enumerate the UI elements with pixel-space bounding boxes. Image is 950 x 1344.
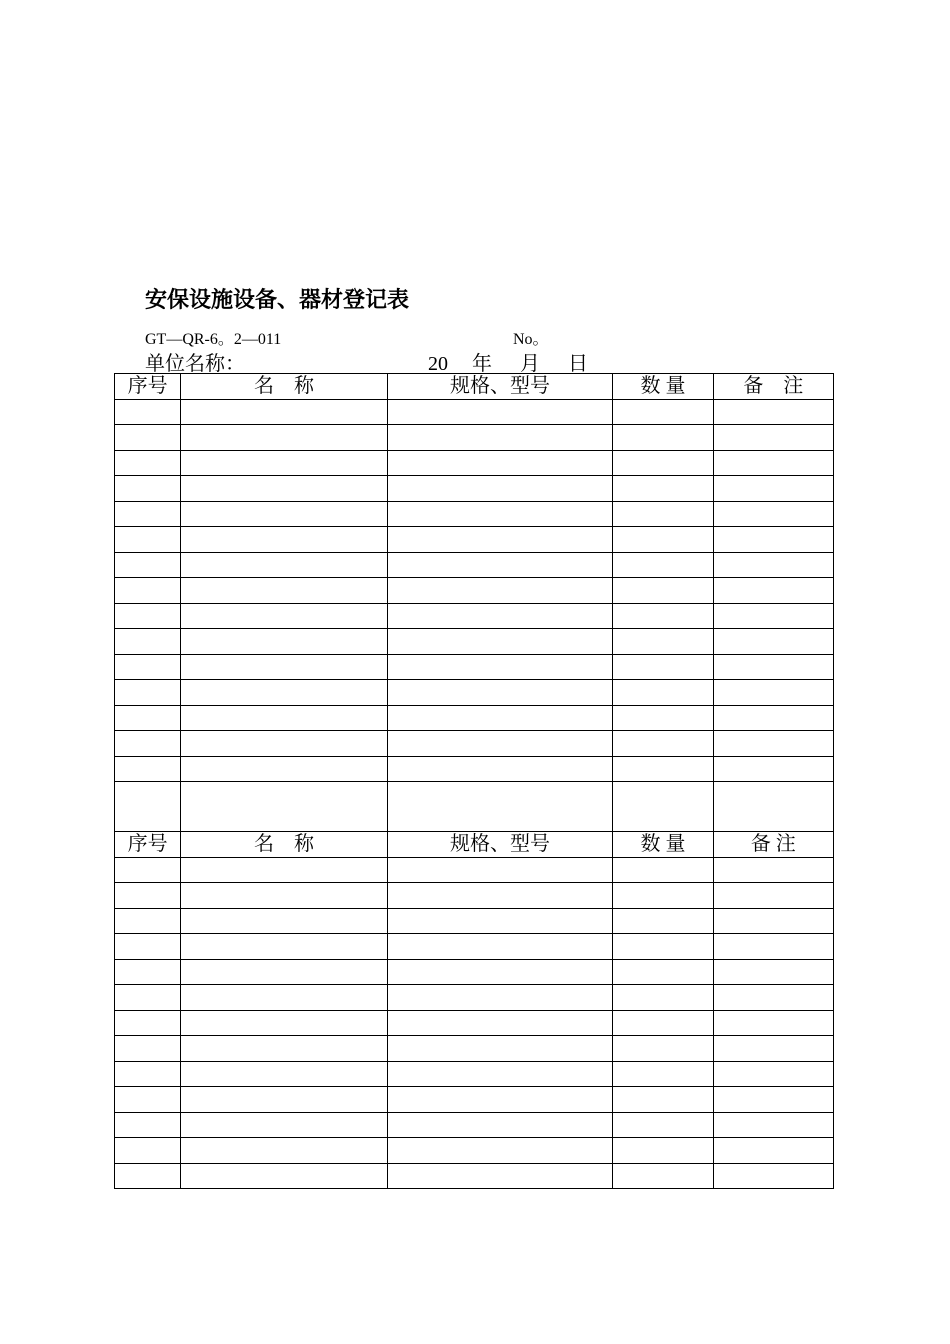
- table-row: [115, 450, 834, 476]
- cell-remarks[interactable]: [713, 629, 833, 655]
- cell-name[interactable]: [181, 1036, 388, 1062]
- cell-name[interactable]: [181, 501, 388, 527]
- table-row: [115, 399, 834, 425]
- cell-serial-number[interactable]: [115, 731, 181, 757]
- cell-name[interactable]: [181, 680, 388, 706]
- cell-name[interactable]: [181, 1061, 388, 1087]
- cell-serial-number[interactable]: [115, 1036, 181, 1062]
- cell-remarks[interactable]: [713, 1138, 833, 1164]
- date-day-label: 日: [568, 353, 588, 375]
- cell-remarks[interactable]: [713, 680, 833, 706]
- cell-spec-model[interactable]: [387, 756, 613, 782]
- date-year-label: 年: [472, 353, 492, 375]
- cell-serial-number[interactable]: [115, 527, 181, 553]
- table-row: [115, 857, 834, 883]
- header-name: 名 称: [181, 832, 388, 858]
- cell-quantity[interactable]: [613, 1061, 713, 1087]
- header-row-repeat: [115, 832, 834, 858]
- cell-spec-model[interactable]: [387, 578, 613, 604]
- cell-quantity[interactable]: [613, 578, 713, 604]
- cell-spec-model[interactable]: [387, 629, 613, 655]
- cell-name[interactable]: [181, 603, 388, 629]
- cell-spec-model[interactable]: [387, 450, 613, 476]
- cell-quantity[interactable]: [613, 1138, 713, 1164]
- cell-quantity[interactable]: [613, 450, 713, 476]
- table-row: [115, 731, 834, 757]
- cell-quantity[interactable]: [613, 1010, 713, 1036]
- cell-serial-number[interactable]: [115, 501, 181, 527]
- cell-serial-number[interactable]: [115, 578, 181, 604]
- table-row: [115, 1061, 834, 1087]
- table-row: [115, 908, 834, 934]
- header-serial-number: 序号: [115, 832, 181, 858]
- cell-remarks[interactable]: [713, 552, 833, 578]
- cell-spec-model[interactable]: [387, 501, 613, 527]
- cell-quantity[interactable]: [613, 756, 713, 782]
- cell-remarks[interactable]: [713, 450, 833, 476]
- cell-name[interactable]: [181, 731, 388, 757]
- cell-quantity[interactable]: [613, 680, 713, 706]
- cell-quantity[interactable]: [613, 654, 713, 680]
- cell-name[interactable]: [181, 705, 388, 731]
- table-row: [115, 782, 834, 832]
- table-row: [115, 1087, 834, 1113]
- cell-spec-model[interactable]: [387, 654, 613, 680]
- cell-name[interactable]: [181, 476, 388, 502]
- table-row: [115, 501, 834, 527]
- cell-spec-model[interactable]: [387, 1061, 613, 1087]
- table-row: [115, 578, 834, 604]
- cell-spec-model[interactable]: [387, 527, 613, 553]
- cell-quantity[interactable]: [613, 1163, 713, 1189]
- cell-quantity[interactable]: [613, 731, 713, 757]
- cell-spec-model[interactable]: [387, 603, 613, 629]
- cell-remarks[interactable]: [713, 425, 833, 451]
- cell-quantity[interactable]: [613, 1036, 713, 1062]
- cell-quantity[interactable]: [613, 629, 713, 655]
- cell-name[interactable]: [181, 1010, 388, 1036]
- cell-serial-number[interactable]: [115, 1010, 181, 1036]
- date-month-label: 月: [520, 353, 540, 375]
- cell-remarks[interactable]: [713, 1112, 833, 1138]
- cell-remarks[interactable]: [713, 1036, 833, 1062]
- table-row: [115, 705, 834, 731]
- cell-remarks[interactable]: [713, 756, 833, 782]
- cell-spec-model[interactable]: [387, 908, 613, 934]
- header-spec-model: 规格、型号: [387, 832, 613, 858]
- cell-quantity[interactable]: [613, 985, 713, 1011]
- table-row: [115, 654, 834, 680]
- cell-name[interactable]: [181, 1112, 388, 1138]
- cell-spec-model[interactable]: [387, 1010, 613, 1036]
- cell-spec-model[interactable]: [387, 552, 613, 578]
- cell-spec-model[interactable]: [387, 399, 613, 425]
- table-row: [115, 476, 834, 502]
- cell-quantity[interactable]: [613, 705, 713, 731]
- cell-serial-number[interactable]: [115, 680, 181, 706]
- cell-remarks[interactable]: [713, 476, 833, 502]
- cell-remarks[interactable]: [713, 1087, 833, 1113]
- cell-remarks[interactable]: [713, 731, 833, 757]
- cell-spec-model[interactable]: [387, 959, 613, 985]
- cell-spec-model[interactable]: [387, 934, 613, 960]
- cell-spec-model[interactable]: [387, 883, 613, 909]
- cell-serial-number[interactable]: [115, 552, 181, 578]
- header-quantity: 数 量: [613, 374, 713, 400]
- cell-remarks[interactable]: [713, 603, 833, 629]
- cell-name[interactable]: [181, 450, 388, 476]
- cell-name[interactable]: [181, 425, 388, 451]
- header-serial-number: 序号: [115, 374, 181, 400]
- table-row: [115, 527, 834, 553]
- table-row: [115, 1138, 834, 1164]
- header-remarks: 备 注: [713, 832, 833, 858]
- cell-remarks[interactable]: [713, 934, 833, 960]
- table-row: [115, 603, 834, 629]
- cell-remarks[interactable]: [713, 1010, 833, 1036]
- cell-serial-number[interactable]: [115, 705, 181, 731]
- cell-quantity[interactable]: [613, 908, 713, 934]
- cell-spec-model[interactable]: [387, 1112, 613, 1138]
- cell-serial-number[interactable]: [115, 476, 181, 502]
- cell-name[interactable]: [181, 985, 388, 1011]
- cell-serial-number[interactable]: [115, 399, 181, 425]
- cell-quantity[interactable]: [613, 1112, 713, 1138]
- cell-remarks[interactable]: [713, 908, 833, 934]
- cell-serial-number[interactable]: [115, 1138, 181, 1164]
- cell-serial-number[interactable]: [115, 629, 181, 655]
- date-year-prefix: 20: [428, 353, 448, 375]
- cell-quantity[interactable]: [613, 527, 713, 553]
- table-row: [115, 756, 834, 782]
- cell-serial-number[interactable]: [115, 756, 181, 782]
- table-row: [115, 1010, 834, 1036]
- cell-spec-model[interactable]: [387, 476, 613, 502]
- cell-quantity[interactable]: [613, 399, 713, 425]
- cell-remarks[interactable]: [713, 654, 833, 680]
- table-row: [115, 959, 834, 985]
- table-row: [115, 1036, 834, 1062]
- cell-serial-number[interactable]: [115, 1163, 181, 1189]
- cell-name[interactable]: [181, 629, 388, 655]
- cell-remarks[interactable]: [713, 883, 833, 909]
- table-row: [115, 934, 834, 960]
- cell-spec-model[interactable]: [387, 731, 613, 757]
- cell-spec-model[interactable]: [387, 680, 613, 706]
- cell-serial-number[interactable]: [115, 782, 181, 832]
- cell-remarks[interactable]: [713, 399, 833, 425]
- cell-quantity[interactable]: [613, 552, 713, 578]
- cell-remarks[interactable]: [713, 1061, 833, 1087]
- table-row: [115, 1163, 834, 1189]
- cell-spec-model[interactable]: [387, 782, 613, 832]
- cell-remarks[interactable]: [713, 782, 833, 832]
- cell-serial-number[interactable]: [115, 959, 181, 985]
- cell-name[interactable]: [181, 399, 388, 425]
- unit-name-label: 单位名称：: [145, 353, 245, 375]
- equipment-register-table: [114, 373, 834, 1189]
- table-row: [115, 680, 834, 706]
- cell-serial-number[interactable]: [115, 425, 181, 451]
- cell-name[interactable]: [181, 782, 388, 832]
- cell-spec-model[interactable]: [387, 1163, 613, 1189]
- cell-remarks[interactable]: [713, 959, 833, 985]
- cell-name[interactable]: [181, 527, 388, 553]
- header-remarks: 备 注: [713, 374, 833, 400]
- cell-spec-model[interactable]: [387, 705, 613, 731]
- cell-spec-model[interactable]: [387, 1087, 613, 1113]
- cell-quantity[interactable]: [613, 934, 713, 960]
- cell-name[interactable]: [181, 1087, 388, 1113]
- header-row: [115, 374, 834, 400]
- cell-quantity[interactable]: [613, 476, 713, 502]
- cell-serial-number[interactable]: [115, 1112, 181, 1138]
- cell-spec-model[interactable]: [387, 1036, 613, 1062]
- cell-quantity[interactable]: [613, 857, 713, 883]
- cell-quantity[interactable]: [613, 883, 713, 909]
- cell-remarks[interactable]: [713, 705, 833, 731]
- cell-name[interactable]: [181, 552, 388, 578]
- cell-quantity[interactable]: [613, 782, 713, 832]
- header-name: 名 称: [181, 374, 388, 400]
- cell-serial-number[interactable]: [115, 450, 181, 476]
- cell-serial-number[interactable]: [115, 985, 181, 1011]
- table-row: [115, 425, 834, 451]
- cell-name[interactable]: [181, 1163, 388, 1189]
- form-title: 安保设施设备、器材登记表: [145, 288, 410, 313]
- cell-remarks[interactable]: [713, 857, 833, 883]
- cell-quantity[interactable]: [613, 603, 713, 629]
- cell-spec-model[interactable]: [387, 425, 613, 451]
- form-number-label: No。: [513, 331, 549, 348]
- table-row: [115, 552, 834, 578]
- cell-name[interactable]: [181, 908, 388, 934]
- table-row: [115, 883, 834, 909]
- cell-serial-number[interactable]: [115, 934, 181, 960]
- cell-serial-number[interactable]: [115, 857, 181, 883]
- cell-serial-number[interactable]: [115, 654, 181, 680]
- cell-quantity[interactable]: [613, 959, 713, 985]
- cell-name[interactable]: [181, 934, 388, 960]
- cell-quantity[interactable]: [613, 425, 713, 451]
- cell-remarks[interactable]: [713, 578, 833, 604]
- header-quantity: 数 量: [613, 832, 713, 858]
- cell-quantity[interactable]: [613, 1087, 713, 1113]
- cell-name[interactable]: [181, 654, 388, 680]
- table-row: [115, 629, 834, 655]
- table-row: [115, 985, 834, 1011]
- form-code: GT—QR-6。2—011: [145, 331, 282, 348]
- cell-serial-number[interactable]: [115, 883, 181, 909]
- cell-remarks[interactable]: [713, 527, 833, 553]
- cell-serial-number[interactable]: [115, 1061, 181, 1087]
- cell-name[interactable]: [181, 959, 388, 985]
- cell-serial-number[interactable]: [115, 908, 181, 934]
- cell-name[interactable]: [181, 578, 388, 604]
- cell-spec-model[interactable]: [387, 857, 613, 883]
- table-row: [115, 1112, 834, 1138]
- cell-remarks[interactable]: [713, 985, 833, 1011]
- cell-spec-model[interactable]: [387, 985, 613, 1011]
- cell-remarks[interactable]: [713, 501, 833, 527]
- cell-remarks[interactable]: [713, 1163, 833, 1189]
- cell-spec-model[interactable]: [387, 1138, 613, 1164]
- cell-name[interactable]: [181, 857, 388, 883]
- cell-quantity[interactable]: [613, 501, 713, 527]
- cell-name[interactable]: [181, 883, 388, 909]
- cell-name[interactable]: [181, 756, 388, 782]
- cell-serial-number[interactable]: [115, 1087, 181, 1113]
- date-line: [428, 347, 588, 376]
- header-spec-model: 规格、型号: [387, 374, 613, 400]
- cell-serial-number[interactable]: [115, 603, 181, 629]
- cell-name[interactable]: [181, 1138, 388, 1164]
